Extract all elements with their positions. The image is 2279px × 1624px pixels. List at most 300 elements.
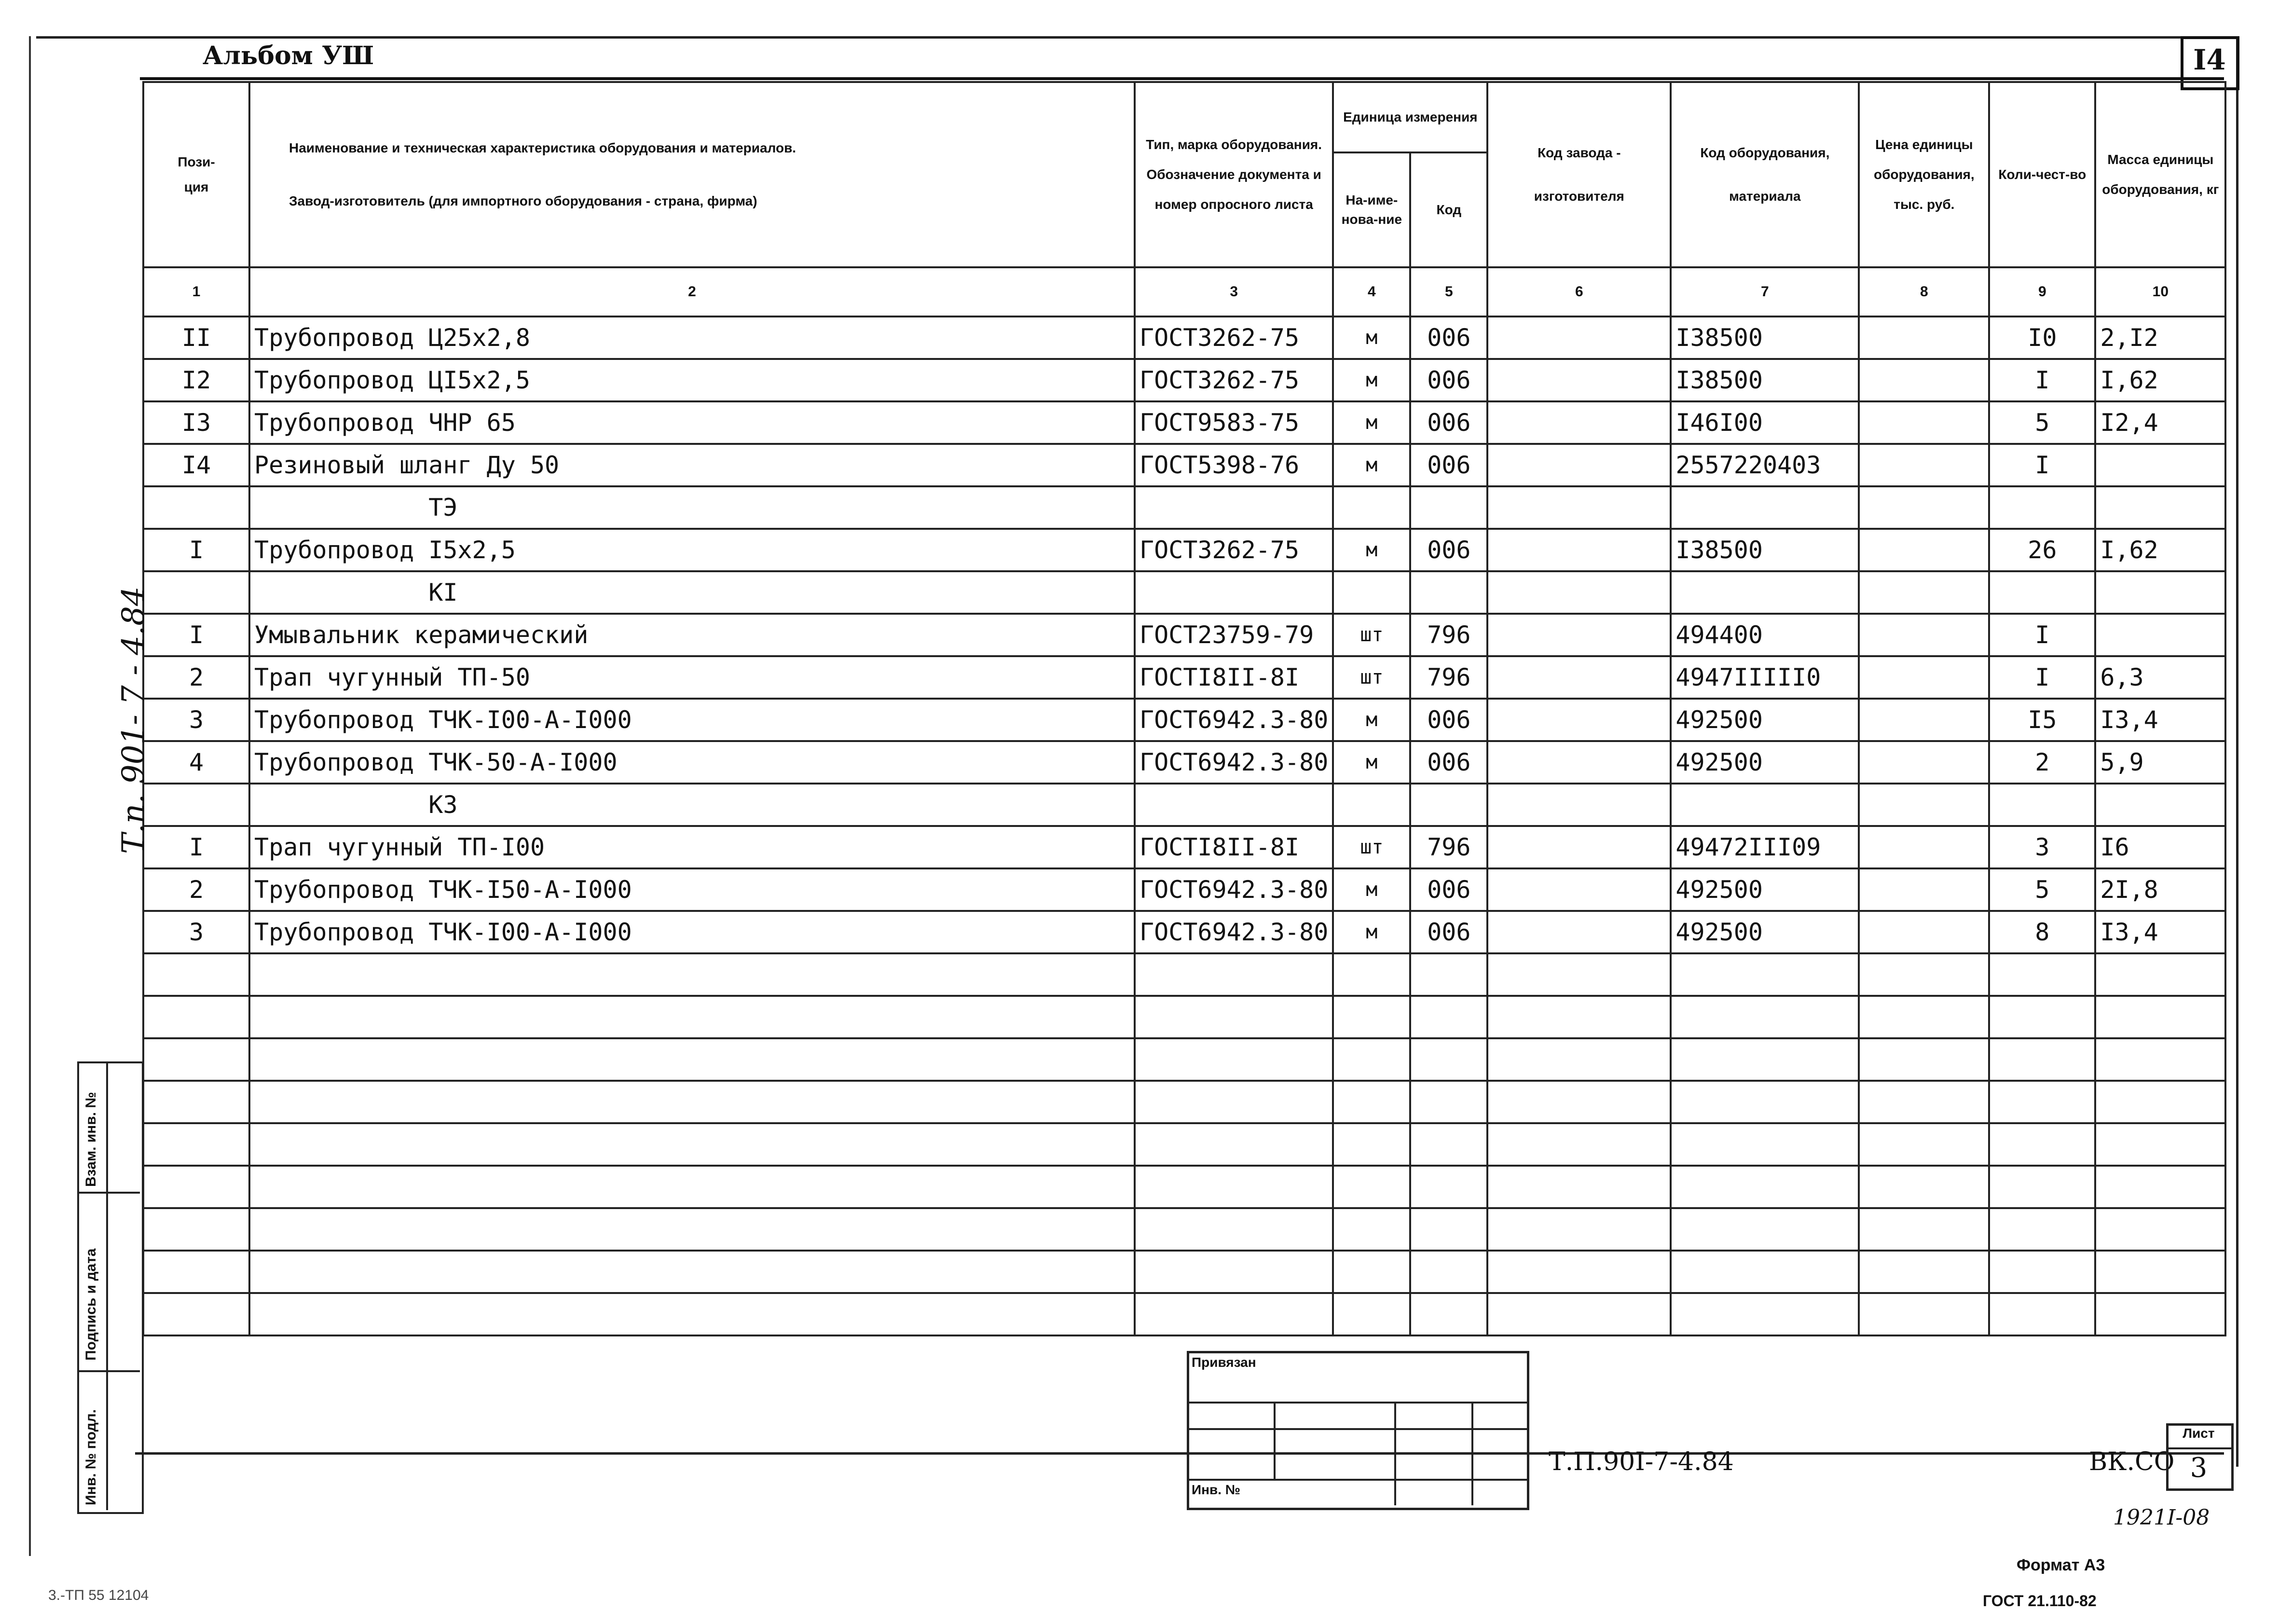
cell-name: Трубопровод I5х2,5 bbox=[249, 529, 1135, 571]
empty-cell bbox=[2095, 1081, 2225, 1123]
cell-unit bbox=[1333, 571, 1410, 614]
header-material-code: Код оборудования, материала bbox=[1671, 82, 1859, 267]
empty-cell bbox=[143, 1208, 249, 1251]
table-row-empty bbox=[143, 1081, 2225, 1123]
header-type: Тип, марка оборудования. Обозначение документа и номер опросного листа bbox=[1135, 82, 1333, 267]
empty-cell bbox=[249, 996, 1135, 1038]
empty-cell bbox=[1487, 1251, 1671, 1293]
stamp-line bbox=[1187, 1452, 1527, 1454]
empty-cell bbox=[1487, 1166, 1671, 1208]
cell-doc: ГОСТ6942.3-80 bbox=[1135, 741, 1333, 784]
cell-qty: I0 bbox=[1989, 317, 2095, 359]
cell-mat: 4947IIIII0 bbox=[1671, 656, 1859, 699]
cell-factory bbox=[1487, 571, 1671, 614]
table-row bbox=[143, 571, 2225, 614]
header-factory-code: Код завода - изготовителя bbox=[1487, 82, 1671, 267]
empty-cell bbox=[1859, 1081, 1989, 1123]
cell-code: 006 bbox=[1410, 444, 1487, 486]
cell-mass bbox=[2095, 614, 2225, 656]
cell-factory bbox=[1487, 826, 1671, 868]
col-number: 3 bbox=[1135, 267, 1333, 317]
cell-doc: ГОСТ6942.3-80 bbox=[1135, 699, 1333, 741]
col-number: 5 bbox=[1410, 267, 1487, 317]
empty-cell bbox=[1989, 1166, 2095, 1208]
cell-factory bbox=[1487, 699, 1671, 741]
stamp-vline bbox=[1274, 1402, 1276, 1479]
cell-unit: м bbox=[1333, 401, 1410, 444]
cell-doc: ГОСТ23759-79 bbox=[1135, 614, 1333, 656]
empty-cell bbox=[1487, 1123, 1671, 1166]
cell-name: Трап чугунный ТП-I00 bbox=[249, 826, 1135, 868]
cell-factory bbox=[1487, 317, 1671, 359]
cell-price bbox=[1859, 444, 1989, 486]
cell-mat: 494400 bbox=[1671, 614, 1859, 656]
format-label: Формат А3 bbox=[2017, 1556, 2105, 1574]
cell-unit: м bbox=[1333, 699, 1410, 741]
column-number-row bbox=[143, 267, 2225, 317]
cell-pos: 3 bbox=[143, 699, 249, 741]
empty-cell bbox=[2095, 1166, 2225, 1208]
cell-qty: 8 bbox=[1989, 911, 2095, 953]
cell-price bbox=[1859, 699, 1989, 741]
footer-left-code: 3.-ТП 55 12104 bbox=[48, 1587, 149, 1603]
document-code: Т.П.90I-7-4.84 bbox=[1549, 1447, 1734, 1476]
empty-cell bbox=[249, 1081, 1135, 1123]
empty-cell bbox=[1135, 1123, 1333, 1166]
stamp-line bbox=[1187, 1428, 1527, 1430]
empty-cell bbox=[2095, 1123, 2225, 1166]
cell-mass: I,62 bbox=[2095, 359, 2225, 401]
empty-cell bbox=[1135, 1166, 1333, 1208]
empty-cell bbox=[1671, 1293, 1859, 1335]
empty-cell bbox=[1671, 1251, 1859, 1293]
empty-cell bbox=[1487, 1038, 1671, 1081]
stamp-privyazan: Привязан bbox=[1192, 1355, 1256, 1370]
table-row-empty bbox=[143, 1166, 2225, 1208]
vertical-doc-code: Т.п. 901- 7 - 4.84 bbox=[116, 586, 151, 854]
cell-mat: I38500 bbox=[1671, 529, 1859, 571]
header-row bbox=[143, 82, 2225, 152]
cell-factory bbox=[1487, 401, 1671, 444]
empty-cell bbox=[2095, 1293, 2225, 1335]
empty-cell bbox=[1859, 1038, 1989, 1081]
empty-cell bbox=[1135, 996, 1333, 1038]
cell-name: К3 bbox=[249, 784, 1135, 826]
empty-cell bbox=[143, 1123, 249, 1166]
cell-factory bbox=[1487, 868, 1671, 911]
header-mass: Масса единицы оборудования, кг bbox=[2095, 82, 2225, 267]
cell-mat: I38500 bbox=[1671, 317, 1859, 359]
cell-qty: I bbox=[1989, 614, 2095, 656]
list-number: 3 bbox=[2190, 1452, 2208, 1484]
stamp-line bbox=[1187, 1479, 1527, 1481]
empty-cell bbox=[1671, 953, 1859, 996]
cell-mass bbox=[2095, 784, 2225, 826]
cell-doc bbox=[1135, 486, 1333, 529]
side-stamp-sep bbox=[77, 1370, 140, 1372]
cell-code bbox=[1410, 571, 1487, 614]
cell-code: 796 bbox=[1410, 826, 1487, 868]
table-row bbox=[143, 444, 2225, 486]
cell-mat bbox=[1671, 486, 1859, 529]
cell-code: 006 bbox=[1410, 529, 1487, 571]
table-row bbox=[143, 359, 2225, 401]
header-unit-code: Код bbox=[1410, 152, 1487, 267]
empty-cell bbox=[1671, 996, 1859, 1038]
empty-cell bbox=[1410, 1166, 1487, 1208]
empty-cell bbox=[2095, 996, 2225, 1038]
cell-qty: 2 bbox=[1989, 741, 2095, 784]
cell-factory bbox=[1487, 529, 1671, 571]
cell-qty: 5 bbox=[1989, 401, 2095, 444]
table-row bbox=[143, 529, 2225, 571]
cell-pos: I4 bbox=[143, 444, 249, 486]
empty-cell bbox=[1410, 953, 1487, 996]
cell-pos: II bbox=[143, 317, 249, 359]
cell-factory bbox=[1487, 741, 1671, 784]
cell-mat bbox=[1671, 784, 1859, 826]
empty-cell bbox=[1989, 1251, 2095, 1293]
cell-mass bbox=[2095, 444, 2225, 486]
cell-qty: I bbox=[1989, 444, 2095, 486]
cell-code bbox=[1410, 784, 1487, 826]
empty-cell bbox=[2095, 1208, 2225, 1251]
empty-cell bbox=[1671, 1208, 1859, 1251]
empty-cell bbox=[143, 953, 249, 996]
cell-price bbox=[1859, 784, 1989, 826]
empty-cell bbox=[143, 1038, 249, 1081]
album-title: Альбом УШ bbox=[203, 41, 374, 70]
cell-mat: 492500 bbox=[1671, 699, 1859, 741]
cell-code: 006 bbox=[1410, 401, 1487, 444]
header-position: Пози- ция bbox=[143, 82, 249, 267]
empty-cell bbox=[1135, 1038, 1333, 1081]
cell-name: Трубопровод Ц25х2,8 bbox=[249, 317, 1135, 359]
cell-mat: 492500 bbox=[1671, 868, 1859, 911]
cell-qty: I bbox=[1989, 359, 2095, 401]
cell-name: ТЭ bbox=[249, 486, 1135, 529]
cell-doc: ГОСТI8II-8I bbox=[1135, 656, 1333, 699]
empty-cell bbox=[1333, 1293, 1410, 1335]
cell-qty bbox=[1989, 486, 2095, 529]
cell-unit bbox=[1333, 784, 1410, 826]
cell-unit: м bbox=[1333, 741, 1410, 784]
empty-cell bbox=[2095, 1038, 2225, 1081]
sheet-left-border bbox=[29, 36, 31, 1556]
cell-pos bbox=[143, 571, 249, 614]
cell-price bbox=[1859, 529, 1989, 571]
cell-qty bbox=[1989, 784, 2095, 826]
side-label-vzam: Взам. инв. № bbox=[83, 1092, 99, 1187]
empty-cell bbox=[1859, 1251, 1989, 1293]
empty-cell bbox=[1671, 1166, 1859, 1208]
cell-price bbox=[1859, 826, 1989, 868]
list-label: Лист bbox=[2183, 1426, 2215, 1441]
empty-cell bbox=[1989, 1123, 2095, 1166]
cell-doc: ГОСТ6942.3-80 bbox=[1135, 911, 1333, 953]
empty-cell bbox=[249, 1166, 1135, 1208]
cell-code: 006 bbox=[1410, 317, 1487, 359]
table-row-empty bbox=[143, 1293, 2225, 1335]
table-row bbox=[143, 911, 2225, 953]
cell-code: 006 bbox=[1410, 741, 1487, 784]
cell-doc: ГОСТ3262-75 bbox=[1135, 317, 1333, 359]
empty-cell bbox=[1487, 996, 1671, 1038]
bottom-rule bbox=[135, 1452, 2224, 1455]
cell-mass: I2,4 bbox=[2095, 401, 2225, 444]
table-row bbox=[143, 401, 2225, 444]
cell-unit bbox=[1333, 486, 1410, 529]
cell-price bbox=[1859, 359, 1989, 401]
cell-name: КI bbox=[249, 571, 1135, 614]
empty-cell bbox=[1989, 1293, 2095, 1335]
cell-doc: ГОСТ5398-76 bbox=[1135, 444, 1333, 486]
cell-qty: 3 bbox=[1989, 826, 2095, 868]
handwritten-note: 1921I-08 bbox=[2113, 1505, 2210, 1530]
cell-pos: 2 bbox=[143, 656, 249, 699]
col-number: 8 bbox=[1859, 267, 1989, 317]
cell-unit: м bbox=[1333, 359, 1410, 401]
empty-cell bbox=[1989, 1038, 2095, 1081]
empty-cell bbox=[1859, 1208, 1989, 1251]
cell-name: Трубопровод ТЧК-50-А-I000 bbox=[249, 741, 1135, 784]
cell-mass: I3,4 bbox=[2095, 699, 2225, 741]
table-row-empty bbox=[143, 1251, 2225, 1293]
empty-cell bbox=[1410, 1123, 1487, 1166]
empty-cell bbox=[249, 1251, 1135, 1293]
cell-qty: I5 bbox=[1989, 699, 2095, 741]
cell-code bbox=[1410, 486, 1487, 529]
cell-doc bbox=[1135, 571, 1333, 614]
empty-cell bbox=[249, 1123, 1135, 1166]
empty-cell bbox=[249, 1208, 1135, 1251]
table-body bbox=[143, 317, 2225, 1335]
cell-pos: 2 bbox=[143, 868, 249, 911]
cell-mass: 6,3 bbox=[2095, 656, 2225, 699]
cell-mass: 5,9 bbox=[2095, 741, 2225, 784]
empty-cell bbox=[1859, 1123, 1989, 1166]
cell-unit: м bbox=[1333, 911, 1410, 953]
table-row bbox=[143, 699, 2225, 741]
cell-factory bbox=[1487, 486, 1671, 529]
cell-pos: I bbox=[143, 529, 249, 571]
cell-price bbox=[1859, 741, 1989, 784]
cell-qty: 26 bbox=[1989, 529, 2095, 571]
cell-code: 796 bbox=[1410, 614, 1487, 656]
cell-mass: I6 bbox=[2095, 826, 2225, 868]
cell-doc: ГОСТ3262-75 bbox=[1135, 529, 1333, 571]
empty-cell bbox=[1135, 1208, 1333, 1251]
cell-unit: шт bbox=[1333, 656, 1410, 699]
col-number: 6 bbox=[1487, 267, 1671, 317]
col-number: 2 bbox=[249, 267, 1135, 317]
empty-cell bbox=[1135, 953, 1333, 996]
cell-name: Трап чугунный ТП-50 bbox=[249, 656, 1135, 699]
cell-price bbox=[1859, 486, 1989, 529]
cell-mass bbox=[2095, 571, 2225, 614]
empty-cell bbox=[1487, 1081, 1671, 1123]
cell-name: Трубопровод ЦI5х2,5 bbox=[249, 359, 1135, 401]
cell-factory bbox=[1487, 359, 1671, 401]
cell-mass: I,62 bbox=[2095, 529, 2225, 571]
empty-cell bbox=[2095, 953, 2225, 996]
empty-cell bbox=[249, 953, 1135, 996]
empty-cell bbox=[1859, 1293, 1989, 1335]
table-row-empty bbox=[143, 996, 2225, 1038]
cell-price bbox=[1859, 911, 1989, 953]
cell-mass: 2I,8 bbox=[2095, 868, 2225, 911]
empty-cell bbox=[1333, 1166, 1410, 1208]
empty-cell bbox=[1135, 1293, 1333, 1335]
empty-cell bbox=[1410, 996, 1487, 1038]
table-row bbox=[143, 826, 2225, 868]
empty-cell bbox=[249, 1293, 1135, 1335]
header-price: Цена единицы оборудования, тыс. руб. bbox=[1859, 82, 1989, 267]
table-row bbox=[143, 741, 2225, 784]
stamp-vline bbox=[1471, 1402, 1473, 1505]
cell-code: 006 bbox=[1410, 359, 1487, 401]
table-row bbox=[143, 614, 2225, 656]
cell-factory bbox=[1487, 444, 1671, 486]
header-quantity: Коли-чест-во bbox=[1989, 82, 2095, 267]
cell-price bbox=[1859, 614, 1989, 656]
cell-price bbox=[1859, 868, 1989, 911]
table-row-empty bbox=[143, 1208, 2225, 1251]
cell-mat: 492500 bbox=[1671, 911, 1859, 953]
empty-cell bbox=[1333, 953, 1410, 996]
cell-name: Трубопровод ТЧК-I00-А-I000 bbox=[249, 699, 1135, 741]
cell-pos: I bbox=[143, 614, 249, 656]
gost-label: ГОСТ 21.110-82 bbox=[1983, 1592, 2097, 1610]
cell-mat: I38500 bbox=[1671, 359, 1859, 401]
empty-cell bbox=[1333, 1123, 1410, 1166]
cell-name: Трубопровод ТЧК-I00-А-I000 bbox=[249, 911, 1135, 953]
cell-code: 006 bbox=[1410, 699, 1487, 741]
header-name bbox=[249, 82, 1135, 267]
cell-pos: 3 bbox=[143, 911, 249, 953]
cell-pos: I2 bbox=[143, 359, 249, 401]
cell-pos: I bbox=[143, 826, 249, 868]
empty-cell bbox=[1671, 1038, 1859, 1081]
table-row bbox=[143, 486, 2225, 529]
cell-price bbox=[1859, 317, 1989, 359]
col-number: 9 bbox=[1989, 267, 2095, 317]
list-box-line bbox=[2166, 1447, 2231, 1449]
table-row-empty bbox=[143, 1123, 2225, 1166]
cell-factory bbox=[1487, 614, 1671, 656]
cell-mat: 492500 bbox=[1671, 741, 1859, 784]
empty-cell bbox=[1989, 953, 2095, 996]
table-row bbox=[143, 784, 2225, 826]
cell-unit: шт bbox=[1333, 826, 1410, 868]
header-rule bbox=[140, 77, 2224, 80]
cell-code: 006 bbox=[1410, 911, 1487, 953]
empty-cell bbox=[1410, 1038, 1487, 1081]
cell-mat: I46I00 bbox=[1671, 401, 1859, 444]
table-row bbox=[143, 317, 2225, 359]
cell-name: Умывальник керамический bbox=[249, 614, 1135, 656]
cell-doc: ГОСТ6942.3-80 bbox=[1135, 868, 1333, 911]
header-name-line2: Завод-изготовитель (для импортного оборудования - страна, фирма) bbox=[289, 193, 757, 208]
empty-cell bbox=[249, 1038, 1135, 1081]
empty-cell bbox=[1989, 1081, 2095, 1123]
cell-name: Трубопровод ЧНР 65 bbox=[249, 401, 1135, 444]
cell-unit: м bbox=[1333, 444, 1410, 486]
empty-cell bbox=[1487, 1293, 1671, 1335]
cell-mat: 49472III09 bbox=[1671, 826, 1859, 868]
header-name-line1: Наименование и техническая характеристика оборудования и материалов. bbox=[289, 140, 796, 155]
empty-cell bbox=[1859, 1166, 1989, 1208]
cell-pos bbox=[143, 784, 249, 826]
cell-mat bbox=[1671, 571, 1859, 614]
col-number: 4 bbox=[1333, 267, 1410, 317]
cell-unit: м bbox=[1333, 317, 1410, 359]
side-stamp-sep bbox=[77, 1192, 140, 1194]
cell-mass bbox=[2095, 486, 2225, 529]
table-row-empty bbox=[143, 1038, 2225, 1081]
empty-cell bbox=[1333, 1208, 1410, 1251]
empty-cell bbox=[143, 996, 249, 1038]
empty-cell bbox=[1410, 1208, 1487, 1251]
empty-cell bbox=[1333, 1081, 1410, 1123]
side-label-inv: Инв. № подл. bbox=[83, 1409, 99, 1505]
empty-cell bbox=[1135, 1251, 1333, 1293]
col-number: 1 bbox=[143, 267, 249, 317]
empty-cell bbox=[1487, 953, 1671, 996]
stamp-inv-no: Инв. № bbox=[1192, 1482, 1241, 1497]
empty-cell bbox=[143, 1251, 249, 1293]
empty-cell bbox=[1333, 1038, 1410, 1081]
cell-unit: м bbox=[1333, 529, 1410, 571]
cell-pos bbox=[143, 486, 249, 529]
cell-qty: 5 bbox=[1989, 868, 2095, 911]
cell-code: 796 bbox=[1410, 656, 1487, 699]
cell-unit: м bbox=[1333, 868, 1410, 911]
stamp-line bbox=[1187, 1402, 1527, 1404]
empty-cell bbox=[2095, 1251, 2225, 1293]
cell-factory bbox=[1487, 911, 1671, 953]
cell-unit: шт bbox=[1333, 614, 1410, 656]
cell-doc: ГОСТ3262-75 bbox=[1135, 359, 1333, 401]
cell-mass: I3,4 bbox=[2095, 911, 2225, 953]
table-row bbox=[143, 656, 2225, 699]
specification-table bbox=[142, 81, 2226, 1336]
stamp-vline bbox=[1394, 1402, 1396, 1505]
empty-cell bbox=[1989, 1208, 2095, 1251]
cell-price bbox=[1859, 656, 1989, 699]
side-label-podpis: Подпись и дата bbox=[83, 1248, 99, 1361]
empty-cell bbox=[1135, 1081, 1333, 1123]
cell-qty: I bbox=[1989, 656, 2095, 699]
empty-cell bbox=[143, 1166, 249, 1208]
cell-doc: ГОСТI8II-8I bbox=[1135, 826, 1333, 868]
table-row bbox=[143, 868, 2225, 911]
empty-cell bbox=[1333, 996, 1410, 1038]
cell-mat: 2557220403 bbox=[1671, 444, 1859, 486]
empty-cell bbox=[1410, 1293, 1487, 1335]
cell-qty bbox=[1989, 571, 2095, 614]
empty-cell bbox=[1671, 1081, 1859, 1123]
cell-factory bbox=[1487, 656, 1671, 699]
empty-cell bbox=[143, 1293, 249, 1335]
empty-cell bbox=[1333, 1251, 1410, 1293]
header-unit-name: На-име-нова-ние bbox=[1333, 152, 1410, 267]
cell-price bbox=[1859, 571, 1989, 614]
cell-name: Трубопровод ТЧК-I50-А-I000 bbox=[249, 868, 1135, 911]
cell-doc bbox=[1135, 784, 1333, 826]
cell-pos: I3 bbox=[143, 401, 249, 444]
cell-code: 006 bbox=[1410, 868, 1487, 911]
